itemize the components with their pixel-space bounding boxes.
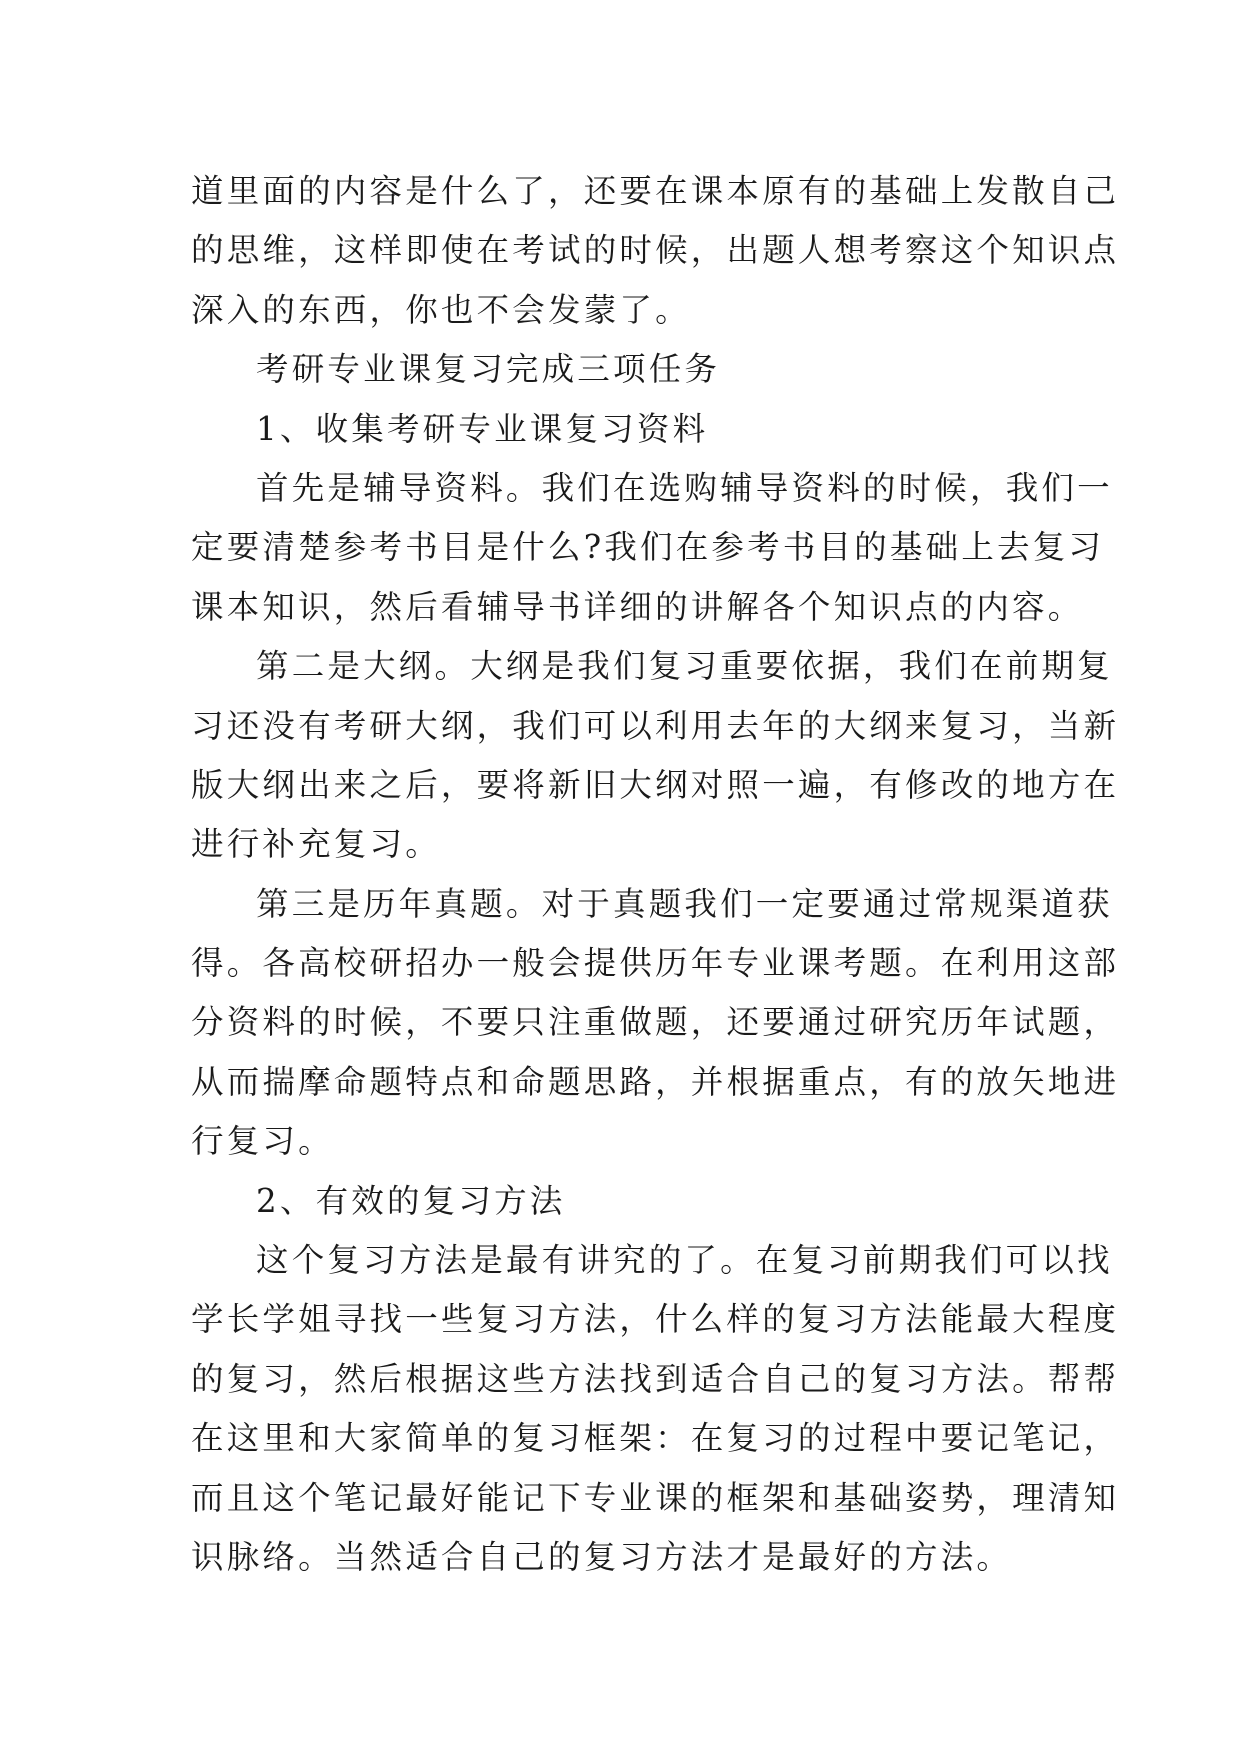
- text-line: 进行补充复习。: [191, 825, 441, 864]
- text-line: 得。各高校研招办一般会提供历年专业课考题。在利用这部: [191, 944, 1120, 983]
- text-line: 分资料的时候，不要只注重做题，还要通过研究历年试题，: [191, 1003, 1120, 1042]
- text-line: 在这里和大家简单的复习框架：在复习的过程中要记笔记，: [191, 1419, 1120, 1458]
- text-line: 版大纲出来之后，要将新旧大纲对照一遍，有修改的地方在: [191, 765, 1120, 804]
- text-line: 课本知识，然后看辅导书详细的讲解各个知识点的内容。: [191, 587, 1084, 626]
- text-line: 深入的东西，你也不会发蒙了。: [191, 290, 691, 329]
- text-line: 识脉络。当然适合自己的复习方法才是最好的方法。: [191, 1537, 1013, 1576]
- subsection-heading: 1、收集考研专业课复习资料: [256, 409, 709, 448]
- text-line: 学长学姐寻找一些复习方法，什么样的复习方法能最大程度: [191, 1300, 1120, 1339]
- section-heading: 考研专业课复习完成三项任务: [256, 350, 721, 389]
- text-line: 第三是历年真题。对于真题我们一定要通过常规渠道获: [256, 884, 1113, 923]
- text-line: 而且这个笔记最好能记下专业课的框架和基础姿势，理清知: [191, 1478, 1120, 1517]
- text-line: 从而揣摩命题特点和命题思路，并根据重点，有的放矢地进: [191, 1062, 1120, 1101]
- text-line: 习还没有考研大纲，我们可以利用去年的大纲来复习，当新: [191, 706, 1120, 745]
- text-line: 第二是大纲。大纲是我们复习重要依据，我们在前期复: [256, 647, 1113, 686]
- text-line: 首先是辅导资料。我们在选购辅导资料的时候，我们一: [256, 468, 1113, 507]
- text-line: 定要清楚参考书目是什么?我们在参考书目的基础上去复习: [191, 528, 1105, 567]
- text-line: 的复习，然后根据这些方法找到适合自己的复习方法。帮帮: [191, 1359, 1120, 1398]
- text-line: 道里面的内容是什么了，还要在课本原有的基础上发散自己: [191, 172, 1120, 210]
- text-line: 的思维，这样即使在考试的时候，出题人想考察这个知识点: [191, 231, 1120, 270]
- text-line: 这个复习方法是最有讲究的了。在复习前期我们可以找: [256, 1241, 1113, 1280]
- text-line: 行复习。: [191, 1122, 334, 1161]
- document-body: [191, 162, 1120, 1587]
- subsection-heading: 2、有效的复习方法: [256, 1181, 566, 1220]
